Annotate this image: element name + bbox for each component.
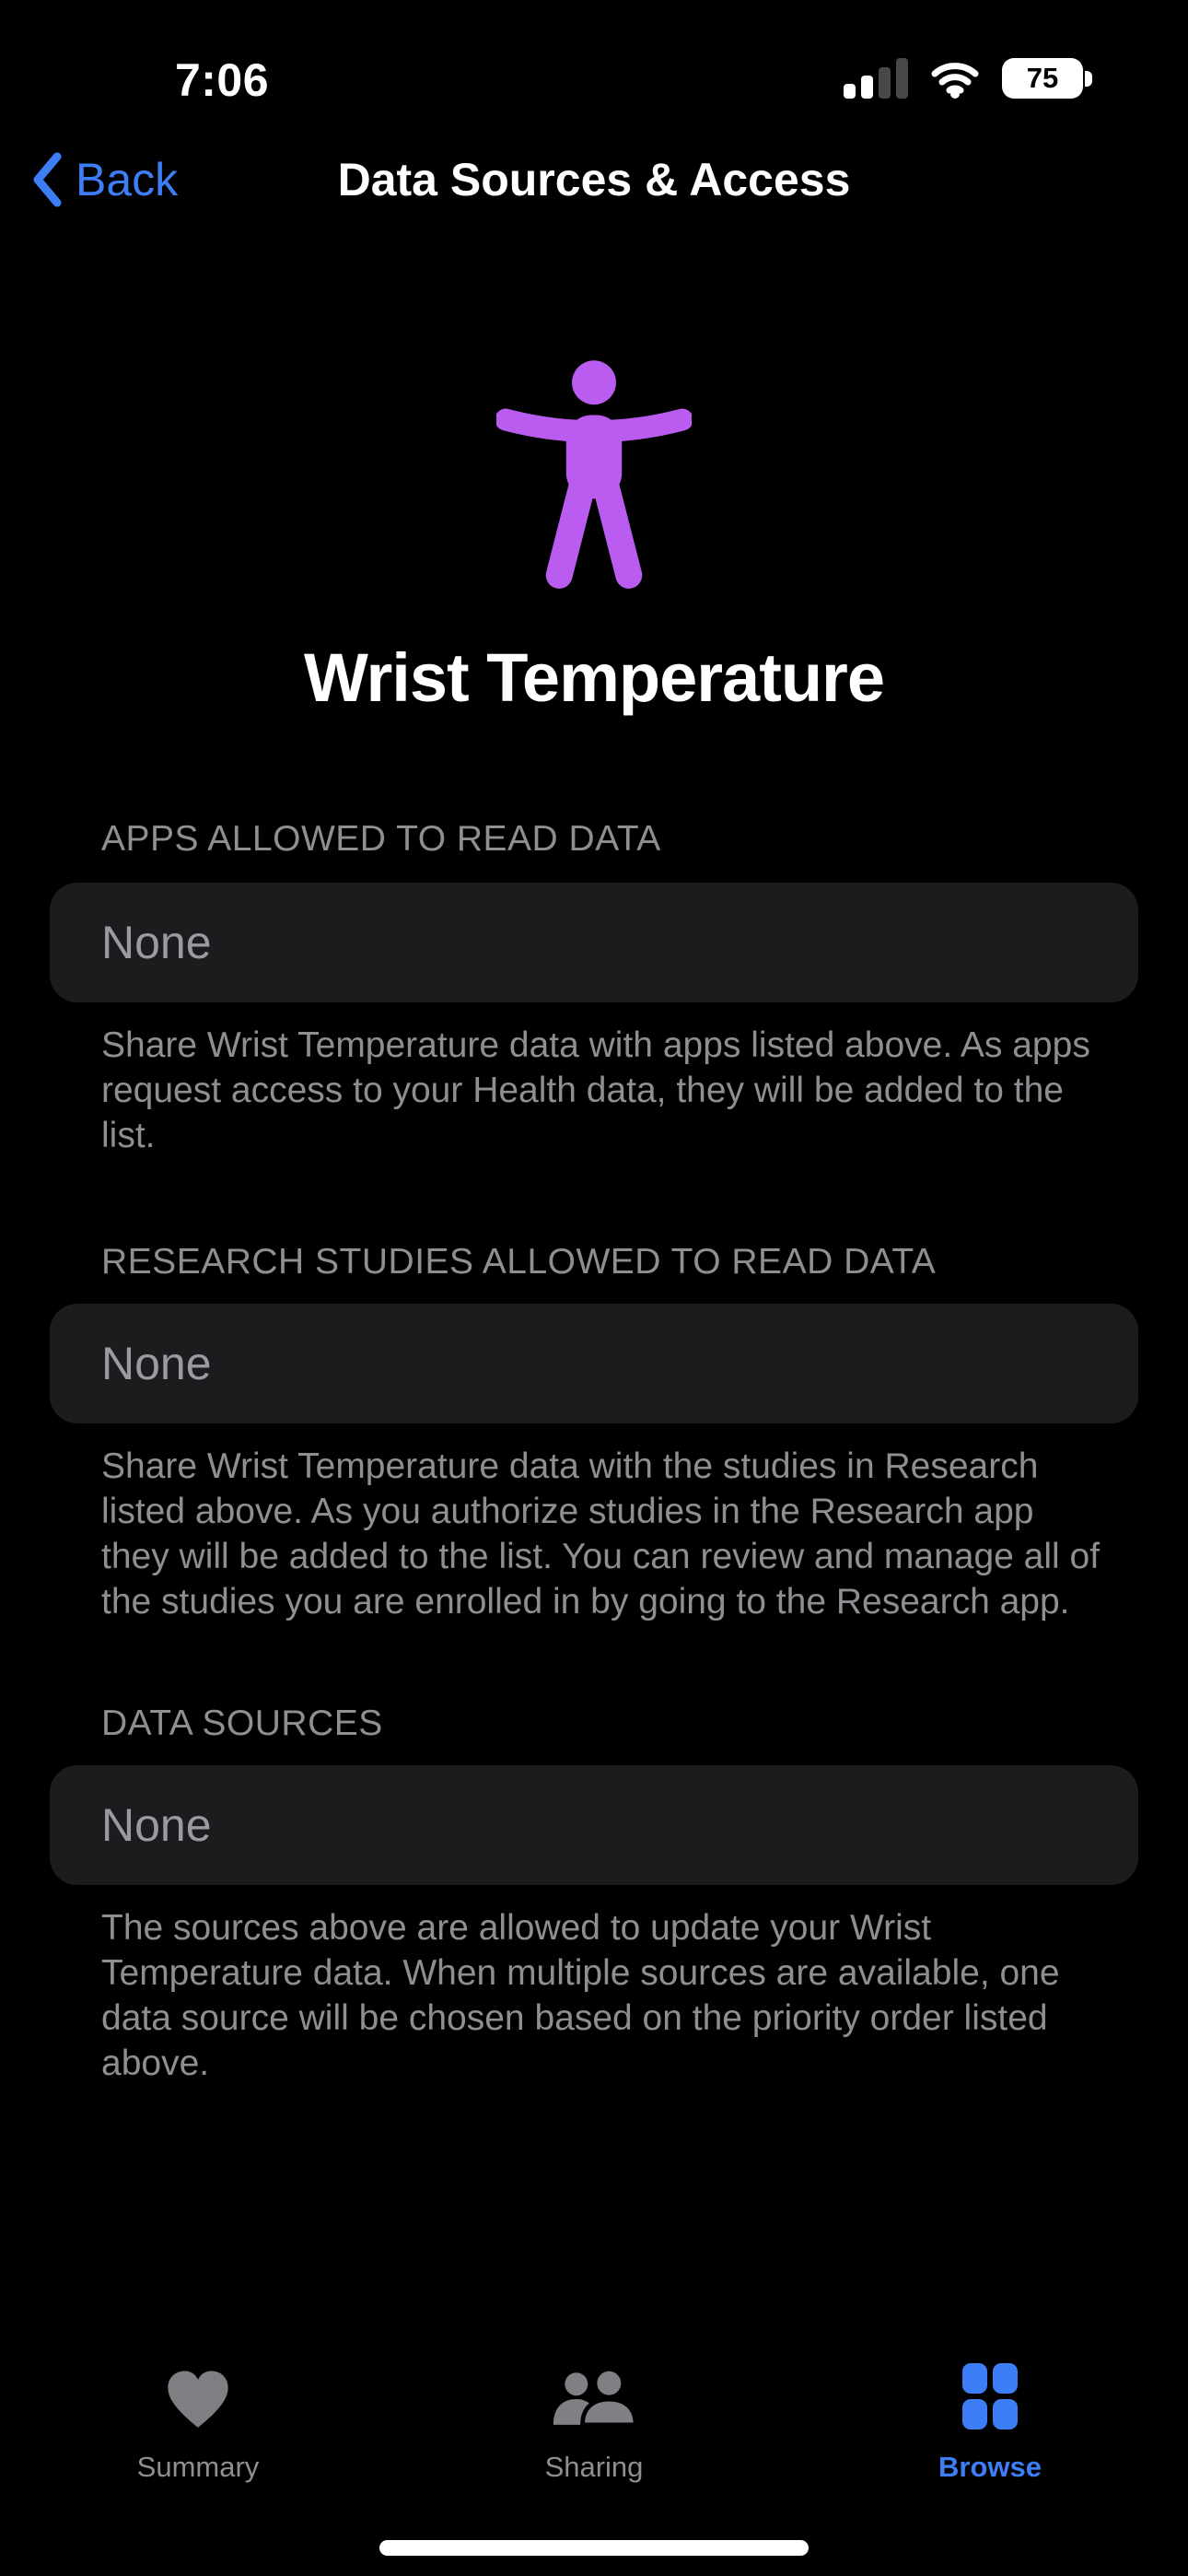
page-title: Wrist Temperature (304, 639, 884, 716)
tab-label: Sharing (544, 2451, 644, 2483)
nav-bar (0, 120, 1188, 240)
back-button[interactable] (31, 120, 178, 240)
content (0, 240, 1188, 2086)
nav-title: Data Sources & Access (337, 154, 851, 205)
research-studies-cell (50, 1304, 1138, 1423)
wifi-icon (926, 57, 984, 100)
back-label: Back (76, 154, 179, 205)
battery-icon (1002, 58, 1092, 99)
tab-summary[interactable] (0, 2368, 396, 2484)
grid-icon (961, 2362, 1019, 2430)
section-apps-allowed (50, 818, 1138, 1158)
people-icon (550, 2370, 638, 2430)
status-time: 7:06 (174, 54, 270, 106)
cellular-signal-icon (844, 58, 908, 99)
battery-percent: 75 (1002, 58, 1083, 99)
heart-icon (162, 2366, 234, 2430)
section-footer: Share Wrist Temperature data with the studies in Research listed above. As you authorize studies in the Research app they will be added to the list. You can review and manage all of the studies you are enrolled in by going to the Research app. (101, 1446, 1101, 1622)
cell-value: None (101, 1799, 212, 1851)
accessibility-figure-icon (496, 359, 692, 591)
section-header: RESEARCH STUDIES ALLOWED TO READ DATA (101, 1242, 937, 1282)
cell-value: None (101, 917, 212, 968)
chevron-left-icon (31, 151, 63, 208)
status-icons (844, 57, 1092, 100)
tab-browse[interactable] (792, 2368, 1188, 2484)
data-sources-cell (50, 1765, 1138, 1885)
tab-sharing[interactable] (396, 2368, 792, 2484)
apps-allowed-cell (50, 883, 1138, 1002)
section-header: DATA SOURCES (101, 1704, 383, 1743)
section-research-studies (50, 1241, 1138, 1624)
status-bar (0, 0, 1188, 120)
section-footer: The sources above are allowed to update your Wrist Temperature data. When multiple sources are available, one data source will be chosen based on the priority order listed above. (101, 1908, 1060, 2083)
tab-label: Summary (136, 2451, 260, 2483)
home-indicator[interactable] (379, 2540, 809, 2556)
section-footer: Share Wrist Temperature data with apps listed above. As apps request access to your Health data, they will be added to the list. (101, 1025, 1090, 1155)
tab-label: Browse (938, 2451, 1042, 2483)
section-header: APPS ALLOWED TO READ DATA (101, 819, 661, 859)
battery-nub (1085, 71, 1092, 87)
cell-value: None (101, 1338, 212, 1389)
section-data-sources (50, 1703, 1138, 2086)
